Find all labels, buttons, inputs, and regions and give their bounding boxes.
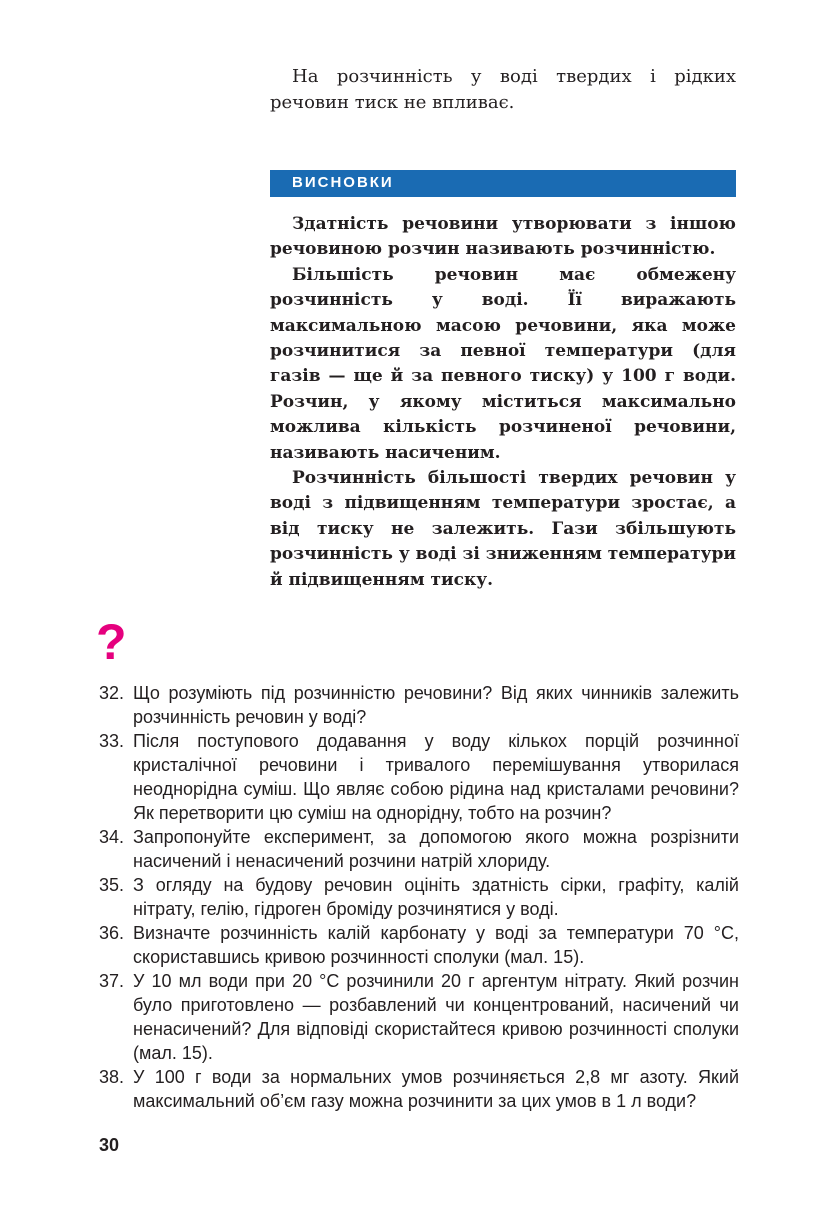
summary-paragraph: Розчинність більшості твердих речовин у воді з підвищенням температури зростає, а від тиску не залежить. Гази збільшують розчинність у воді зі зниженням температури й підвищенням тиску. — [270, 468, 736, 590]
question-item — [99, 969, 739, 1065]
question-text: У 10 мл води при 20 °С розчинили 20 г аргентум нітрату. Який розчин було приготовлено — розбавлений чи концентрований, насичений чи ненасичений? Для відповіді скористайтеся кривою розчинності сполуки (мал. 15). — [133, 971, 739, 1063]
question-number: 37. — [99, 971, 125, 991]
question-number: 36. — [99, 923, 125, 943]
intro-paragraph: На розчинність у воді твердих і рідких речовин тиск не впливає. — [270, 66, 736, 113]
summary-block — [270, 212, 736, 593]
question-item — [99, 825, 739, 873]
question-item — [99, 873, 739, 921]
question-number: 34. — [99, 827, 125, 847]
question-text: Запропонуйте експеримент, за допомогою якого можна розрізнити насичений і ненасичений розчини натрій хлориду. — [133, 827, 739, 871]
question-text: Визначте розчинність калій карбонату у воді за температури 70 °С, скориставшись кривою розчинності сполуки (мал. 15). — [133, 923, 739, 967]
summary-title: ВИСНОВКИ — [292, 174, 394, 191]
question-number: 32. — [99, 683, 125, 703]
question-item — [99, 921, 739, 969]
question-text: Що розуміють під розчинністю речовини? Від яких чинників залежить розчинність речовин у воді? — [133, 683, 739, 727]
question-item — [99, 681, 739, 729]
question-mark-icon: ? — [96, 614, 127, 670]
question-number: 38. — [99, 1067, 125, 1087]
page-number: 30 — [99, 1135, 120, 1155]
question-text: З огляду на будову речовин оцініть здатність сірки, графіту, калій нітрату, гелію, гідроген броміду розчинятися у воді. — [133, 875, 739, 919]
summary-paragraph: Більшість речовин має обмежену розчинність у воді. Її виражають максимальною масою речовини, яка може розчинитися за певної температури (для газів — ще й за певного тиску) у 100 г води. Розчин, у якому міститься максимально можлива кількість розчиненої речовини, називають насиченим. — [270, 264, 736, 463]
question-number: 33. — [99, 731, 125, 751]
question-number: 35. — [99, 875, 125, 895]
question-text: У 100 г води за нормальних умов розчиняється 2,8 мг азоту. Який максимальний об’єм газу можна розчинити за цих умов в 1 л води? — [133, 1067, 739, 1111]
question-text: Після поступового додавання у воду кількох порцій розчинної кристалічної речовини і тривалого перемішування утворилася неоднорідна суміш. Що являє собою рідина над кристалами речовини? Як перетворити цю суміш на однорідну, тобто на розчин? — [133, 731, 739, 823]
questions-list — [99, 681, 739, 1113]
question-item — [99, 729, 739, 825]
question-item — [99, 1065, 739, 1113]
summary-header-bar — [270, 170, 736, 197]
summary-paragraph: Здатність речовини утворювати з іншою речовиною розчин називають розчинністю. — [270, 214, 736, 260]
